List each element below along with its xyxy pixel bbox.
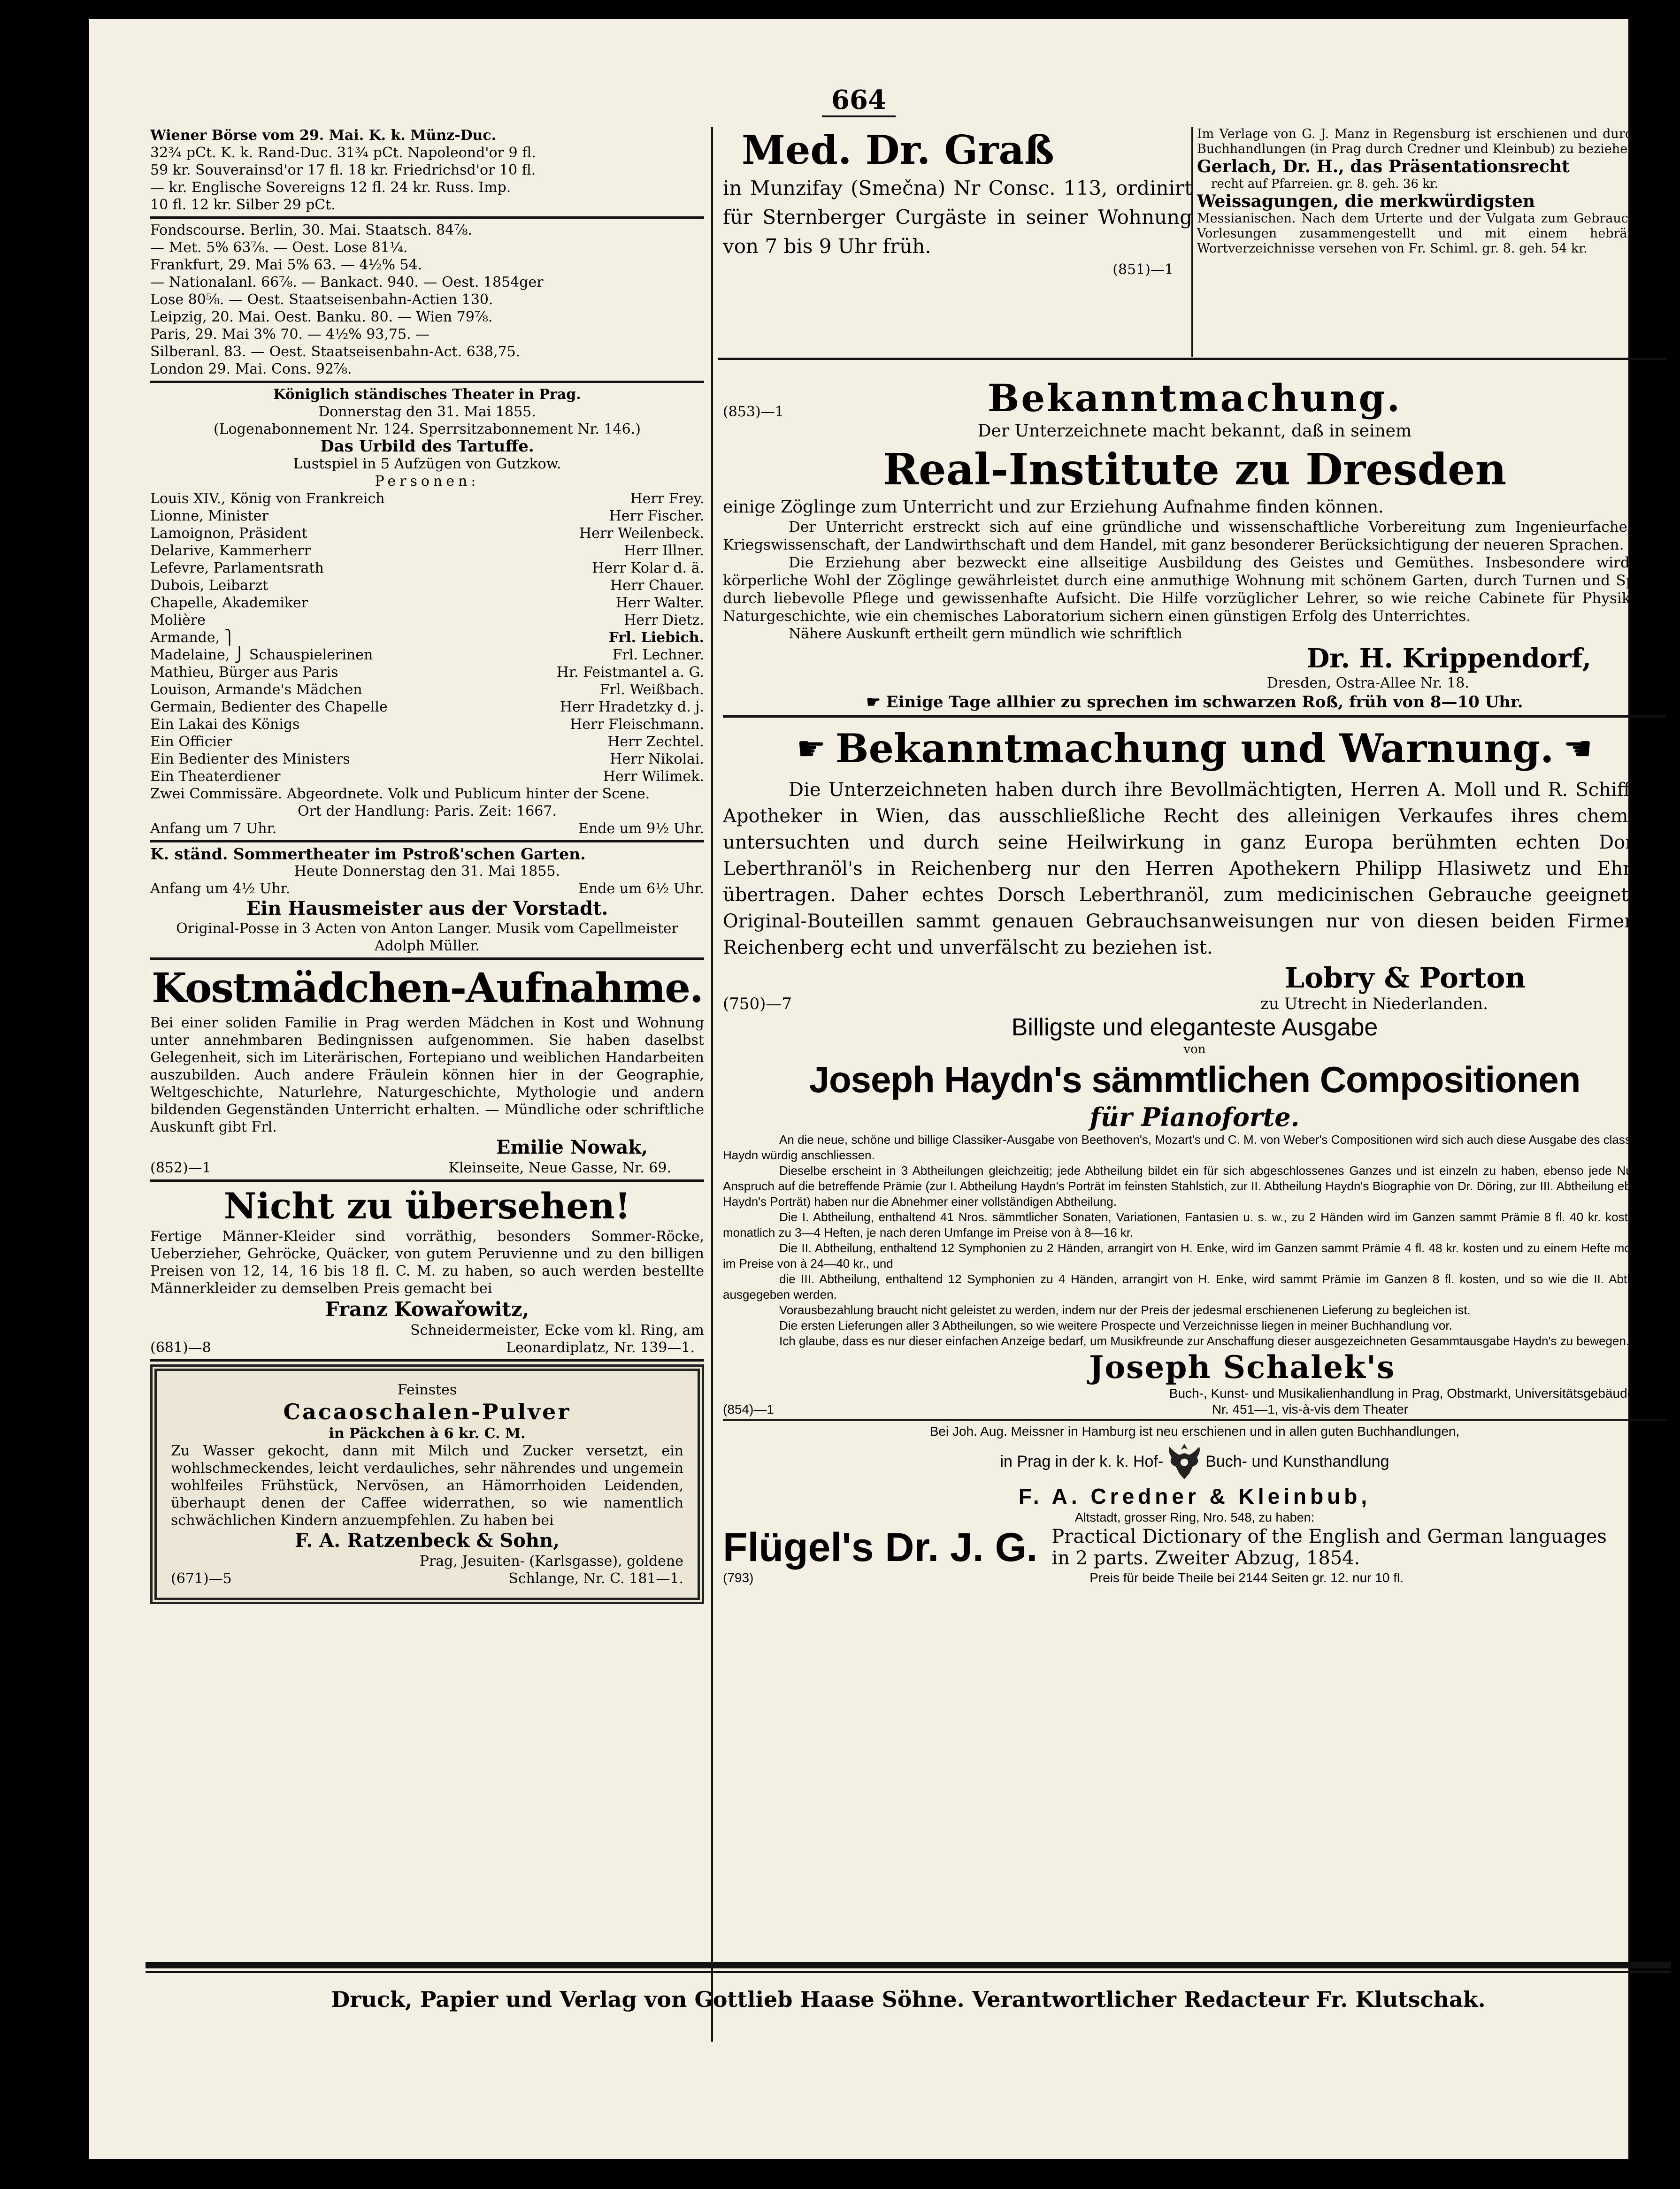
ad-code: (793) bbox=[723, 1570, 754, 1585]
kostmaedchen-body: Bei einer soliden Familie in Prag werden Mädchen in Kost und Wohnung unter annehmbaren Bedingnissen aufgenommen. Sie haben daselbst Gelegenheit, sich im Literärischen, Fortepiano und weiblichen Handarbeiten auszubilden. Auch andere Fräulein können hier in der Geographie, Weltgeschichte, Naturlehre, Naturgeschichte, Mythologie und andern bildenden Gegenständen Unterricht erhalten. — Mündliche oder schriftliche Auskunft gibt Frl. bbox=[150, 1015, 704, 1135]
haydn-paragraph: An die neue, schöne und billige Classiker-Ausgabe von Beethoven's, Mozart's und C. M. von Weber's Compositionen wird sich auch diese Ausgabe des classischen Haydn würdig anschliessen. bbox=[723, 1133, 1666, 1162]
haydn-address: Buch-, Kunst- und Musikalienhandlung in Prag, Obstmarkt, Universitätsgebäude, bbox=[1169, 1386, 1638, 1401]
meissner-book2: in 2 parts. Zweiter Abzug, 1854. bbox=[1051, 1547, 1360, 1569]
sommertheater-play: Ein Hausmeister aus der Vorstadt. bbox=[246, 897, 608, 919]
cast-row bbox=[150, 542, 704, 559]
divider bbox=[150, 1359, 704, 1362]
fondscourse-section bbox=[150, 222, 704, 378]
graf-title: Med. Dr. Graß bbox=[742, 127, 1054, 173]
main-column bbox=[723, 375, 1666, 1586]
boerse-section bbox=[150, 127, 704, 214]
section-rule bbox=[718, 358, 1666, 360]
cast-row bbox=[150, 768, 704, 785]
cast-role: Chapelle, Akademiker bbox=[150, 595, 308, 611]
fonds-line: Paris, 29. Mai 3% 70. — 4½% 93,75. — bbox=[150, 326, 430, 343]
cast-list bbox=[150, 490, 704, 785]
cast-actor: Herr Wilimek. bbox=[603, 768, 704, 785]
cast-role: Lefevre, Parlamentsrath bbox=[150, 560, 324, 576]
bottom-rule-thin bbox=[146, 1971, 1671, 1973]
haydn-body bbox=[723, 1132, 1666, 1349]
manz-intro: Im Verlage von G. J. Manz in Regensburg ist erschienen und durch alle Buchhandlungen (in Prag durch Credner und Kleinbub) zu beziehen: bbox=[1197, 127, 1669, 156]
meissner-right: Buch- und Kunsthandlung bbox=[1205, 1452, 1389, 1470]
cast-role: Germain, Bedienter des Chapelle bbox=[150, 699, 388, 715]
meissner-footer bbox=[723, 1570, 1666, 1586]
theater-play: Das Urbild des Tartuffe. bbox=[320, 437, 534, 456]
haydn-paragraph: Vorausbezahlung braucht nicht geleistet zu werden, indem nur der Preis der jedesmal erschienenen Lieferung zu begleichen ist. bbox=[779, 1303, 1471, 1317]
sommertheater-section bbox=[150, 845, 704, 955]
cast-row bbox=[150, 490, 704, 507]
cacao-address2: Schlange, Nr. C. 181—1. bbox=[508, 1570, 683, 1587]
haydn-paragraph: Die II. Abtheilung, enthaltend 12 Symphonien zu 2 Händen, arrangirt von H. Enke, wird im Ganzen sammt Prämie 4 fl. 48 kr. kosten und zu einem Hefte monatlich im Preise von à 24—40 kr., und bbox=[723, 1241, 1666, 1271]
cacao-title: Cacaoschalen-Pulver bbox=[283, 1399, 571, 1424]
cacao-body: Zu Wasser gekocht, dann mit Milch und Zucker versetzt, ein wohlschmeckendes, leicht verdauliches, sehr nährendes und ungemein wohlfeiles Frühstück, Nervösen, an Hämorrhoiden Leidenden, überhaupt denen der Caffee widerrathen, so wie namentlich schwächlichen Kindern anzuempfehlen. Zu haben bei bbox=[171, 1443, 683, 1529]
cast-role: Lionne, Minister bbox=[150, 508, 268, 524]
bekannt-address: Dresden, Ostra-Allee Nr. 18. bbox=[1266, 675, 1469, 691]
nicht-footer bbox=[150, 1339, 704, 1356]
cast-row bbox=[150, 716, 704, 733]
cast-actor: Herr Fleischmann. bbox=[570, 716, 704, 733]
imprint: Druck, Papier und Verlag von Gottlieb Haase Söhne. Verantwortlicher Redacteur Fr. Klutschak. bbox=[331, 1987, 1486, 2012]
kostmaedchen-ad bbox=[150, 963, 704, 1177]
kostmaedchen-address: Kleinseite, Neue Gasse, Nr. 69. bbox=[448, 1160, 671, 1176]
bekannt-intro: Der Unterzeichnete macht bekannt, daß in seinem bbox=[977, 421, 1412, 441]
boerse-line: 32¾ pCt. K. k. Rand-Duc. 31¾ pCt. Napoleond'or 9 fl. bbox=[150, 145, 536, 161]
pointing-hand-icon: ☛ bbox=[866, 693, 886, 712]
warnung-footer bbox=[723, 995, 1666, 1013]
cast-row bbox=[150, 594, 704, 612]
cast-row bbox=[150, 646, 704, 664]
fonds-line: — Nationalanl. 66⅞. — Bankact. 940. — Oest. 1854ger bbox=[150, 274, 544, 291]
divider bbox=[150, 381, 704, 383]
pointing-hand-left-icon: ☛ bbox=[1563, 729, 1593, 768]
pointing-hand-right-icon: ☛ bbox=[796, 729, 826, 768]
haydn-firm: Joseph Schalek's bbox=[1089, 1349, 1396, 1385]
warnung-title: Bekanntmachung und Warnung. bbox=[835, 725, 1554, 772]
theater-date: Donnerstag den 31. Mai 1855. bbox=[318, 404, 536, 420]
boerse-line: 10 fl. 12 kr. Silber 29 pCt. bbox=[150, 197, 336, 213]
ad-code: (681)—8 bbox=[150, 1339, 211, 1356]
cast-role: Delarive, Kammerherr bbox=[150, 543, 311, 559]
graf-body: in Munzifay (Smečna) Nr Consc. 113, ordinirt für Sternberger Curgäste in seiner Wohnung von 7 bis 9 Uhr früh. bbox=[723, 176, 1192, 258]
haydn-line1: Billigste und eleganteste Ausgabe bbox=[1011, 1014, 1378, 1041]
cast-actor: Herr Nikolai. bbox=[610, 751, 704, 767]
sommertheater-anfang: Anfang um 4½ Uhr. bbox=[150, 880, 291, 897]
cast-actor: Frl. Lechner. bbox=[612, 647, 704, 663]
haydn-paragraph: Dieselbe erscheint in 3 Abtheilungen gleichzeitig; jede Abtheilung bildet ein für sich abgeschlossenes Ganzes und ist einzeln zu haben, ebenso jede Nummer. Anspruch auf die betreffende Prämie (zur I. Abtheilung Haydn's Porträt im feinsten Stahlstich, zur II. Abtheilung Haydn's Biographie von Dr. Döring, zur III. Abtheilung ebenfalls Haydn's Porträt) haben nur die Abnehmer einer vollständigen Abtheilung. bbox=[723, 1163, 1666, 1209]
haydn-title: Joseph Haydn's sämmtlichen Compositionen bbox=[809, 1059, 1580, 1100]
cast-actor: Frl. Liebich. bbox=[608, 629, 704, 646]
fonds-line: London 29. Mai. Cons. 92⅞. bbox=[150, 361, 352, 377]
cast-actor: Herr Hradetzky d. j. bbox=[560, 699, 704, 715]
fonds-line: Lose 80⅝. — Oest. Staatseisenbahn-Actien 130. bbox=[150, 291, 493, 308]
meissner-address: Altstadt, grosser Ring, Nro. 548, zu haben: bbox=[1074, 1510, 1315, 1524]
haydn-sub: für Pianoforte. bbox=[1089, 1102, 1300, 1132]
theater-ende: Ende um 9½ Uhr. bbox=[578, 820, 704, 837]
cast-row bbox=[150, 664, 704, 681]
kostmaedchen-title: Kostmädchen-Aufnahme. bbox=[152, 964, 703, 1012]
theater-personen: Personen: bbox=[375, 473, 480, 490]
haydn-address2: Nr. 451—1, vis-à-vis dem Theater bbox=[1212, 1402, 1408, 1416]
ad-code: (794) bbox=[1636, 257, 1669, 271]
cast-row bbox=[150, 507, 704, 525]
meissner-book-row bbox=[723, 1525, 1666, 1570]
nicht-address: Schneidermeister, Ecke vom kl. Ring, am bbox=[410, 1322, 704, 1339]
meissner-ad bbox=[723, 1423, 1666, 1586]
nicht-ad bbox=[150, 1185, 704, 1356]
bottom-rule bbox=[146, 1962, 1671, 1968]
fonds-line: Leipzig, 20. Mai. Oest. Banku. 80. — Wien 79⅞. bbox=[150, 309, 493, 325]
cast-actor: Herr Frey. bbox=[630, 490, 704, 507]
boerse-line: 59 kr. Souverainsd'or 17 fl. 18 kr. Friedrichsd'or 10 fl. bbox=[150, 162, 536, 178]
meissner-left: in Prag in der k. k. Hof- bbox=[1000, 1452, 1164, 1470]
meissner-price: Preis für beide Theile bei 2144 Seiten gr. 12. nur 10 fl. bbox=[1089, 1570, 1404, 1585]
theater-ort: Ort der Handlung: Paris. Zeit: 1667. bbox=[298, 803, 557, 819]
divider bbox=[150, 1179, 704, 1182]
divider bbox=[723, 1419, 1666, 1421]
warnung-firm: Lobry & Porton bbox=[1284, 962, 1526, 995]
imperial-eagle-icon bbox=[1163, 1440, 1205, 1483]
boerse-line: — kr. Englische Sovereigns 12 fl. 24 kr. Russ. Imp. bbox=[150, 179, 511, 196]
manz-title2: Weissagungen, die merkwürdigsten bbox=[1197, 191, 1535, 211]
meissner-book1: Practical Dictionary of the English and German languages bbox=[1051, 1526, 1607, 1547]
cast-role: Louison, Armande's Mädchen bbox=[150, 681, 362, 698]
bekannt-institute: Real-Institute zu Dresden bbox=[882, 444, 1507, 495]
cast-actor: Herr Chauer. bbox=[610, 577, 704, 594]
sommertheater-date: Heute Donnerstag den 31. Mai 1855. bbox=[294, 863, 560, 880]
meissner-book-title bbox=[1037, 1526, 1607, 1569]
haydn-ad bbox=[723, 1013, 1666, 1417]
manz-ad bbox=[1197, 127, 1669, 271]
boerse-line: Wiener Börse vom 29. Mai. K. k. Münz-Duc. bbox=[150, 127, 497, 144]
cast-row bbox=[150, 612, 704, 629]
cacao-footer bbox=[171, 1570, 683, 1587]
cast-actor: Frl. Weißbach. bbox=[599, 681, 704, 698]
cast-row bbox=[150, 698, 704, 716]
cacao-line2: in Päckchen à 6 kr. C. M. bbox=[329, 1425, 526, 1442]
cast-row bbox=[150, 750, 704, 768]
warnung-place: zu Utrecht in Niederlanden. bbox=[1260, 995, 1488, 1013]
meissner-intro: Bei Joh. Aug. Meissner in Hamburg ist neu erschienen und in allen guten Buchhandlungen, bbox=[929, 1424, 1460, 1439]
haydn-paragraph: Ich glaube, dass es nur dieser einfachen Anzeige bedarf, um Musikfreunde zur Anschaffung dieser ausgezeichneten Gesammtausgabe Haydn's zu bewegen. bbox=[779, 1334, 1630, 1348]
nicht-name: Franz Kowařowitz, bbox=[325, 1298, 529, 1321]
warnung-ad bbox=[723, 720, 1666, 1013]
sommertheater-title: K. ständ. Sommertheater im Pstroß'schen Garten. bbox=[150, 845, 586, 863]
bekannt-p3: Die Erziehung aber bezweckt eine allseitige Ausbildung des Geistes und Gemüthes. Insbesondere wird das körperliche Wohl der Zöglinge gewährleistet durch eine anmuthige Wohnung mit schönem Garten, durch Turnen und Spiele, durch liebevolle Pflege und gewissenhafte Aufsicht. Die Hilfe vorzüglicher Lehrer, so wie reiche Cabinete für Physik und Naturgeschichte, wie ein chemisches Laboratorium sichern einen günstigen Erfolg des Unterrichtes. bbox=[723, 554, 1666, 625]
cast-role: Ein Officier bbox=[150, 734, 232, 750]
kostmaedchen-name: Emilie Nowak, bbox=[496, 1136, 648, 1158]
cast-role: Ein Theaterdiener bbox=[150, 768, 281, 785]
cacao-firm: F. A. Ratzenbeck & Sohn, bbox=[294, 1530, 560, 1552]
haydn-paragraph: Die ersten Lieferungen aller 3 Abtheilungen, so wie weitere Prospecte und Verzeichnisse liegen in meiner Buchhandlung vor. bbox=[779, 1318, 1452, 1332]
cast-row bbox=[150, 629, 704, 646]
cast-role: Ein Lakai des Königs bbox=[150, 716, 300, 733]
cacao-ad bbox=[150, 1364, 704, 1604]
bekannt-p2: Der Unterricht erstreckt sich auf eine gründliche und wissenschaftliche Vorbereitung zum Ingenieurfache, der Kriegswissenschaft, der Landwirthschaft und dem Handel, mit ganz besonderer Berücksichtigung der neueren Sprachen. bbox=[723, 519, 1666, 553]
manz-sub: recht auf Pfarreien. gr. 8. geh. 36 kr. bbox=[1211, 177, 1438, 191]
sommertheater-desc: Original-Posse in 3 Acten von Anton Langer. Musik vom Capellmeister Adolph Müller. bbox=[176, 920, 678, 954]
fonds-line: Fondscourse. Berlin, 30. Mai. Staatsch. 84⅞. bbox=[150, 222, 472, 238]
cacao-line1: Feinstes bbox=[397, 1382, 457, 1398]
cast-row bbox=[150, 733, 704, 750]
cast-row bbox=[150, 577, 704, 594]
bekannt-note: Einige Tage allhier zu sprechen im schwarzen Roß, früh von 8—10 Uhr. bbox=[886, 693, 1523, 712]
cast-actor: Herr Dietz. bbox=[624, 612, 704, 628]
ad-code: (853)—1 bbox=[723, 404, 784, 420]
ad-code: (851)—1 bbox=[1112, 261, 1174, 278]
theater-section bbox=[150, 386, 704, 837]
bekannt-note-row bbox=[723, 692, 1666, 712]
bekannt-signer: Dr. H. Krippendorf, bbox=[1306, 643, 1591, 674]
graf-ad bbox=[723, 127, 1192, 278]
cast-role: Armande, ⎫ bbox=[150, 629, 235, 646]
cast-row bbox=[150, 525, 704, 542]
newspaper-page bbox=[89, 19, 1669, 2159]
cast-role: Lamoignon, Präsident bbox=[150, 525, 307, 542]
cast-role: Dubois, Leibarzt bbox=[150, 577, 268, 594]
theater-anfang: Anfang um 7 Uhr. bbox=[150, 820, 277, 837]
divider bbox=[150, 216, 704, 219]
page-number: 664 bbox=[89, 84, 1628, 115]
bekannt-title: Bekanntmachung. bbox=[987, 376, 1402, 420]
fonds-line: Frankfurt, 29. Mai 5% 63. — 4½% 54. bbox=[150, 257, 422, 273]
cast-actor: Herr Weilenbeck. bbox=[579, 525, 704, 542]
theater-title: Königlich ständisches Theater in Prag. bbox=[273, 386, 581, 403]
ad-code: (852)—1 bbox=[150, 1160, 211, 1176]
warnung-header bbox=[723, 720, 1666, 777]
haydn-footer bbox=[723, 1401, 1666, 1417]
theater-times bbox=[150, 820, 704, 837]
kostmaedchen-footer bbox=[150, 1159, 704, 1177]
nicht-body: Fertige Männer-Kleider sind vorräthig, besonders Sommer-Röcke, Ueberzieher, Gehröcke, Quäcker, von gutem Peruvienne und zu den billigen Preisen von 12, 14, 16 bis 18 fl. C. M. zu haben, so auch werden bestellte Männerkleider zu demselben Preis gemacht bei bbox=[150, 1228, 704, 1297]
theater-genre: Lustspiel in 5 Aufzügen von Gutzkow. bbox=[293, 456, 561, 472]
cast-role: Molière bbox=[150, 612, 206, 628]
bekannt-p4: Nähere Auskunft ertheilt gern mündlich wie schriftlich bbox=[789, 626, 1182, 642]
divider bbox=[723, 715, 1666, 718]
meissner-hof-row bbox=[723, 1440, 1666, 1483]
theater-abo: (Logenabonnement Nr. 124. Sperrsitzabonnement Nr. 146.) bbox=[214, 421, 641, 437]
bekannt-header bbox=[723, 375, 1666, 421]
column-rule-left bbox=[711, 127, 713, 2042]
cast-actor: Hr. Feistmantel a. G. bbox=[556, 664, 704, 681]
divider bbox=[150, 840, 704, 842]
fonds-line: Silberanl. 83. — Oest. Staatseisenbahn-Act. 638,75. bbox=[150, 344, 521, 360]
haydn-paragraph: die III. Abtheilung, enthaltend 12 Symphonien zu 4 Händen, arrangirt von H. Enke, wird sammt Prämie im Ganzen 8 fl. kosten, und so wie die II. Abtheilung ausgegeben werden. bbox=[723, 1272, 1666, 1301]
cacao-address: Prag, Jesuiten- (Karlsgasse), goldene bbox=[419, 1553, 683, 1569]
nicht-title: Nicht zu übersehen! bbox=[223, 1185, 631, 1227]
sommertheater-ende: Ende um 6½ Uhr. bbox=[578, 880, 704, 897]
haydn-paragraph: Die I. Abtheilung, enthaltend 41 Nros. sämmtlicher Sonaten, Variationen, Fantasien u. s. w., zu 2 Händen wird im Ganzen sammt Prämie 8 fl. 40 kr. kosten und monatlich zu 3—4 Heften, je nach deren Umfange im Preise von à 8—16 kr. bbox=[723, 1210, 1666, 1240]
divider bbox=[150, 957, 704, 960]
meissner-author: Flügel's Dr. J. G. bbox=[723, 1525, 1038, 1570]
haydn-von: von bbox=[1183, 1042, 1206, 1056]
sommertheater-times bbox=[150, 880, 704, 897]
cast-row bbox=[150, 559, 704, 577]
bekanntmachung-ad bbox=[723, 375, 1666, 712]
meissner-firm: F. A. Credner & Kleinbub, bbox=[1018, 1484, 1371, 1508]
ad-code: (854)—1 bbox=[723, 1402, 774, 1416]
cast-actor: Herr Zechtel. bbox=[607, 734, 704, 750]
cast-actor: Herr Illner. bbox=[624, 543, 704, 559]
ad-code: (750)—7 bbox=[723, 995, 792, 1013]
fonds-line: — Met. 5% 63⅞. — Oest. Lose 81¼. bbox=[150, 239, 408, 256]
cast-role: Louis XIV., König von Frankreich bbox=[150, 490, 385, 507]
bekannt-p1: einige Zöglinge zum Unterricht und zur Erziehung Aufnahme finden können. bbox=[723, 498, 1384, 517]
cast-role: Madelaine, ⎭ Schauspielerinen bbox=[150, 647, 373, 663]
theater-commissaere: Zwei Commissäre. Abgeordnete. Volk und Publicum hinter der Scene. bbox=[150, 786, 650, 802]
cast-row bbox=[150, 681, 704, 698]
cast-actor: Herr Kolar d. ä. bbox=[592, 560, 704, 576]
warnung-body: Die Unterzeichneten haben durch ihre Bevollmächtigten, Herren A. Moll und R. Schiffner, Apotheker in Wien, das ausschließliche Recht des alleinigen Verkaufes ihres chemisch untersuchten und durch seine Heilwirkung in ganz Europa berühmten echten Dorsch Leberthranöl's in Reichenberg nur den Herren Apothekern Philipp Hlasiwetz und Ehrlich übertragen. Daher echtes Dorsch Leberthranöl, zum medicinischen Gebrauche geeignet, in Original-Bouteillen sammt genauen Gebrauchsanweisungen nur von diesen beiden Firmen in Reichenberg echt und unverfälscht zu beziehen ist. bbox=[723, 779, 1666, 958]
cast-actor: Herr Fischer. bbox=[609, 508, 704, 524]
ad-code: (671)—5 bbox=[171, 1570, 232, 1587]
manz-body2: Messianischen. Nach dem Urterte und der Vulgata zum Gebrauche für Vorlesungen zusammengestellt und mit einem hebräischen Wortverzeichnisse versehen von Fr. Schiml. gr. 8. geh. 54 kr. bbox=[1197, 211, 1669, 256]
cast-role: Ein Bedienter des Ministers bbox=[150, 751, 350, 767]
cast-actor: Herr Walter. bbox=[615, 595, 704, 611]
nicht-address2: Leonardiplatz, Nr. 139—1. bbox=[506, 1339, 695, 1356]
manz-title: Gerlach, Dr. H., das Präsentationsrecht bbox=[1197, 157, 1570, 176]
left-column bbox=[150, 127, 704, 1604]
cast-role: Mathieu, Bürger aus Paris bbox=[150, 664, 338, 681]
